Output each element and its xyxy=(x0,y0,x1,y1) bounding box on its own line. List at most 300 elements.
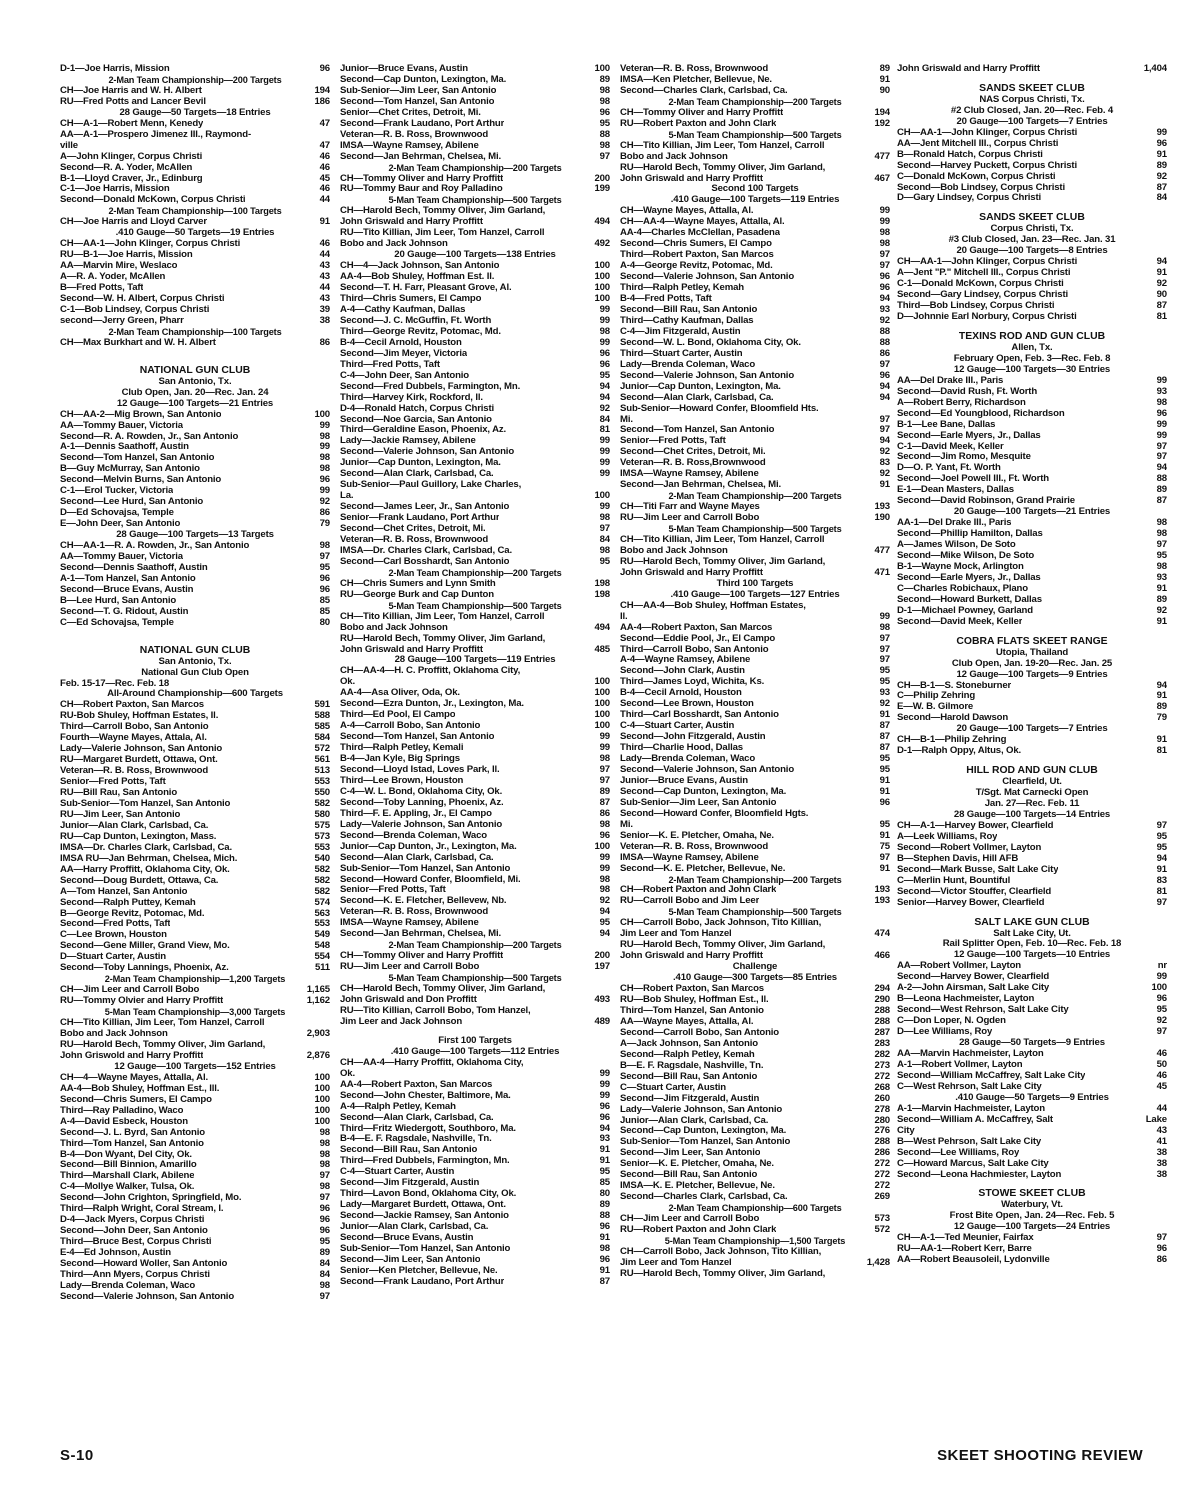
result-line xyxy=(897,409,1167,420)
event-heading: 12 Gauge—100 Targets—10 Entries xyxy=(953,950,1111,961)
result-text: E-4—Ed Johnson, Austin xyxy=(60,1248,171,1259)
result-text: John Griswald and Harry Proffitt xyxy=(620,951,763,962)
team-event-heading: 2-Man Team Championship—100 Targets xyxy=(108,326,282,337)
result-text: Second—Ezra Dunton, Jr., Lexington, Ma. xyxy=(340,699,524,710)
result-line xyxy=(60,64,330,75)
result-line xyxy=(620,250,890,261)
result-text: A-1—Robert Vollmer, Layton xyxy=(897,1059,1023,1070)
result-text: AA-1—Del Drake III., Paris xyxy=(897,518,1012,529)
result-text: Sub-Senior—Jim Leer, San Antonio xyxy=(340,85,497,96)
result-text: Third—Cathy Kaufman, Dallas xyxy=(620,315,754,326)
result-score: 549 xyxy=(314,930,330,941)
result-line xyxy=(897,1137,1167,1148)
result-line xyxy=(897,398,1167,409)
result-text: Second—Harold Dawson xyxy=(897,713,1009,724)
result-score: 100 xyxy=(594,491,610,502)
result-line xyxy=(60,1215,330,1226)
result-line xyxy=(340,228,610,239)
result-line xyxy=(897,193,1167,204)
result-line xyxy=(620,688,890,699)
result-text: Third—Robert Paxton, San Marcos xyxy=(620,250,774,261)
result-text: D-1—Joe Harris, Mission xyxy=(60,64,170,74)
result-line xyxy=(620,502,890,513)
result-line xyxy=(340,666,610,677)
result-score: 45 xyxy=(1156,1081,1167,1092)
result-score: 47 xyxy=(319,118,330,129)
result-line xyxy=(60,876,330,887)
result-score: 474 xyxy=(874,929,890,940)
result-text: Senior—Frank Laudano, Port Arthur xyxy=(340,513,500,524)
result-text: CH—AA-2—Mig Brown, San Antonio xyxy=(60,409,222,420)
result-text: Third—Carroll Bobo, San Antonio xyxy=(620,644,769,655)
result-line xyxy=(620,721,890,732)
result-score: 100 xyxy=(594,283,610,294)
result-line xyxy=(620,809,890,820)
result-score: 97 xyxy=(599,151,610,162)
result-score: 466 xyxy=(874,951,890,962)
result-line xyxy=(620,469,890,480)
result-score: 548 xyxy=(314,941,330,952)
result-score: 88 xyxy=(599,129,610,140)
result-line xyxy=(60,952,330,963)
event-heading: 20 Gauge—100 Targets—7 Entries xyxy=(956,116,1108,127)
result-score: Lake xyxy=(1145,1114,1167,1125)
result-line xyxy=(897,387,1167,398)
result-score: 94 xyxy=(1156,463,1167,474)
result-text: C—Ed Schovajsa, Temple xyxy=(60,617,174,628)
result-text: AA—Wayne Mayes, Attalla, Al. xyxy=(620,1016,754,1027)
result-line xyxy=(620,896,890,907)
result-text: C—Howard Marcus, Salt Lake City xyxy=(897,1158,1049,1169)
result-score xyxy=(886,1247,890,1258)
result-score xyxy=(886,940,890,951)
result-score: 98 xyxy=(599,326,610,337)
result-score: 89 xyxy=(599,786,610,797)
team-event-heading: 5-Man Team Championship—500 Targets xyxy=(668,524,842,535)
result-line xyxy=(60,541,330,552)
event-heading: Challenge xyxy=(732,962,778,973)
result-text: AA-4—Charles McClellan, Pasadena xyxy=(620,228,780,239)
result-line xyxy=(620,623,890,634)
result-score: 272 xyxy=(874,1170,890,1181)
result-text: Sub-Senior—Tom Hanzel, San Antonio xyxy=(340,1243,511,1254)
result-line xyxy=(897,1255,1167,1266)
result-line xyxy=(620,141,890,152)
result-score: 95 xyxy=(1156,551,1167,562)
result-text: A—John Klinger, Corpus Christi xyxy=(60,151,203,162)
result-score: 95 xyxy=(879,677,890,688)
result-text: Junior—Bruce Evans, Austin xyxy=(340,64,468,74)
result-score xyxy=(326,679,330,690)
result-line xyxy=(340,1145,610,1156)
result-text: Second—Fred Dubbels, Farmington, Mn. xyxy=(340,381,521,392)
result-text: AA-4—Robert Paxton, San Marcos xyxy=(340,1079,493,1090)
result-score: 93 xyxy=(599,1134,610,1145)
result-score: 96 xyxy=(1156,994,1167,1005)
result-text: Second—Mark Busse, Salt Lake City xyxy=(897,864,1059,875)
result-text: Junior—Cap Dunton, Lexington, Ma. xyxy=(340,458,501,469)
result-score xyxy=(326,1040,330,1051)
result-line xyxy=(60,930,330,941)
result-text: B—Fred Potts, Taft xyxy=(60,283,144,294)
result-line xyxy=(60,272,330,283)
result-line xyxy=(340,645,610,656)
result-line xyxy=(620,984,890,995)
result-line xyxy=(340,75,610,86)
result-text: Second—Valerie Johnson, San Antonio xyxy=(620,765,795,775)
result-text: CH—4—Wayne Mayes, Attalla, Al. xyxy=(60,1072,208,1083)
result-score: 96 xyxy=(319,64,330,74)
result-text: Second—Lloyd Istad, Loves Park, Il. xyxy=(340,765,500,775)
result-line xyxy=(340,754,610,765)
result-text: IMSA—Ken Pletcher, Bellevue, Ne. xyxy=(620,74,772,85)
result-text: Junior—Cap Dunton, Jr., Lexington, Ma. xyxy=(340,841,517,852)
result-score: 561 xyxy=(314,755,330,766)
result-line xyxy=(620,217,890,228)
result-line xyxy=(897,562,1167,573)
result-line xyxy=(620,1181,890,1192)
result-text: Second—Mike Wilson, De Soto xyxy=(897,551,1035,562)
result-line xyxy=(620,885,890,896)
result-text: CH—4—Jack Johnson, San Antonio xyxy=(340,261,500,272)
result-text: A—James Wilson, De Soto xyxy=(897,540,1016,551)
result-score: 95 xyxy=(599,918,610,929)
result-text: B—Lee Hurd, San Antonio xyxy=(60,595,177,606)
result-line xyxy=(340,283,610,294)
team-event-heading: 2-Man Team Championship—200 Targets xyxy=(388,162,562,173)
result-text: RU-Bob Shuley, Hoffman Estates, Il. xyxy=(60,711,219,722)
result-line xyxy=(60,1139,330,1150)
result-score xyxy=(886,601,890,612)
result-text: IMSA—Wayne Ramsey, Abilene xyxy=(340,918,479,929)
result-score: 96 xyxy=(319,1226,330,1237)
result-text: C—Lee Brown, Houston xyxy=(60,930,167,941)
result-text: AA—Marvin Mire, Weslaco xyxy=(60,261,178,272)
result-text: D—Johnnie Earl Norbury, Corpus Christi xyxy=(897,312,1077,323)
result-score: 98 xyxy=(599,85,610,96)
result-text: CH—Robert Paxton, San Marcos xyxy=(620,984,764,995)
result-line xyxy=(620,612,890,623)
result-text: Second—W. H. Albert, Corpus Christi xyxy=(60,294,225,305)
result-line xyxy=(340,1233,610,1244)
result-text: D-4—Jack Myers, Corpus Christi xyxy=(60,1215,205,1226)
result-text: Second—T. G. Ridout, Austin xyxy=(60,606,189,617)
result-score: 94 xyxy=(599,929,610,940)
result-text: C—Charles Robichaux, Plano xyxy=(897,583,1028,594)
result-text: Third—Tom Hanzel, San Antonio xyxy=(620,1005,764,1016)
result-score: 86 xyxy=(879,348,890,359)
result-score: 283 xyxy=(874,1038,890,1049)
result-text: John Griswald and Harry Proffitt xyxy=(340,644,483,655)
result-line xyxy=(340,436,610,447)
result-text: B-1—Wayne Mock, Arlington xyxy=(897,561,1024,572)
result-line xyxy=(340,776,610,787)
result-line xyxy=(340,184,610,195)
result-line xyxy=(897,442,1167,453)
result-text: Second—David Rush, Ft. Worth xyxy=(897,386,1038,397)
result-score: 99 xyxy=(319,420,330,431)
result-score: 93 xyxy=(1156,386,1167,397)
result-score: 95 xyxy=(319,1237,330,1248)
result-line xyxy=(620,371,890,382)
result-text: AA—Del Drake III., Paris xyxy=(897,375,1004,386)
result-text: John Griswald and Harry Proffitt xyxy=(620,173,763,184)
result-score: 84 xyxy=(319,1259,330,1270)
result-line xyxy=(620,152,890,163)
result-text: Second—Robert Vollmer, Layton xyxy=(897,842,1042,853)
event-heading: Salt Lake City, Ut. xyxy=(993,928,1071,939)
result-score: 98 xyxy=(319,453,330,464)
result-score: 2,903 xyxy=(306,1029,330,1040)
result-line xyxy=(60,865,330,876)
result-text: Veteran—R. B. Ross, Brownwood xyxy=(340,534,489,545)
result-text: AA-4—Asa Oliver, Oda, Ok. xyxy=(340,688,460,699)
result-score: 97 xyxy=(1156,441,1167,452)
result-line xyxy=(340,1211,610,1222)
result-text: CH—Harold Bech, Tommy Oliver, Jim Garland, xyxy=(340,206,546,217)
result-score: 85 xyxy=(319,595,330,606)
result-line xyxy=(897,1244,1167,1255)
result-line xyxy=(897,746,1167,757)
team-event-heading: 2-Man Team Championship—1,200 Targets xyxy=(104,974,286,985)
result-text: Second—Phillip Hamilton, Dallas xyxy=(897,529,1043,540)
team-event-heading: 2-Man Team Championship—200 Targets xyxy=(668,874,842,885)
result-score: 273 xyxy=(874,1060,890,1071)
result-score: 92 xyxy=(599,896,610,907)
result-line xyxy=(60,843,330,854)
result-score: 91 xyxy=(1156,149,1167,160)
result-score: 98 xyxy=(599,819,610,830)
result-line xyxy=(340,1178,610,1189)
result-score: 97 xyxy=(879,359,890,370)
result-text: A—Jack Johnson, San Antonio xyxy=(620,1038,758,1049)
magazine-title: SKEET SHOOTING REVIEW xyxy=(937,1447,1143,1464)
result-score: 276 xyxy=(874,1126,890,1137)
result-line xyxy=(620,239,890,250)
result-line xyxy=(897,854,1167,865)
result-line xyxy=(340,623,610,634)
result-line xyxy=(620,1050,890,1061)
result-text: CH—Robert Paxton, San Marcos xyxy=(60,700,204,711)
result-score xyxy=(886,918,890,929)
result-text: RU—B-1—Joe Harris, Mission xyxy=(60,250,193,261)
result-score xyxy=(886,809,890,820)
result-score: 96 xyxy=(599,107,610,118)
result-score: 186 xyxy=(314,96,330,107)
result-score: 100 xyxy=(314,409,330,420)
club-heading: COBRA FLATS SKEET RANGE xyxy=(956,635,1108,647)
result-line xyxy=(60,1095,330,1106)
result-score xyxy=(326,130,330,141)
result-line xyxy=(897,681,1167,692)
result-text: AA-4—Robert Paxton, San Marcos xyxy=(620,622,773,633)
result-text: Second—Harvey Puckett, Corpus Christi xyxy=(897,160,1077,171)
result-text: Second—Bruce Evans, Austin xyxy=(60,584,194,595)
result-line xyxy=(340,842,610,853)
result-text: Third—Fred Potts, Taft xyxy=(340,359,440,370)
event-heading: 28 Gauge—50 Targets—18 Entries xyxy=(119,107,271,118)
result-text: Second—Bob Lindsey, Corpus Christi xyxy=(897,182,1065,193)
result-text: CH—AA-4—Bob Shuley, Hoffman Estates, xyxy=(620,600,806,611)
result-text: Second—Tom Hanzel, San Antonio xyxy=(620,425,775,436)
result-text: B—E. F. Ragsdale, Nashville, Tn. xyxy=(620,1060,764,1071)
result-line xyxy=(340,141,610,152)
result-line xyxy=(620,1039,890,1050)
result-line xyxy=(897,540,1167,551)
result-line xyxy=(340,579,610,590)
result-score: 96 xyxy=(879,370,890,381)
result-score: 86 xyxy=(319,337,330,348)
result-text: Sub-Senior—Tom Hanzel, San Antonio xyxy=(620,1137,791,1148)
result-line xyxy=(60,618,330,629)
result-text: Senior—K. E. Pletcher, Omaha, Ne. xyxy=(620,830,774,841)
event-heading: Third 100 Targets xyxy=(716,578,794,589)
result-score: 98 xyxy=(879,228,890,239)
result-line xyxy=(620,294,890,305)
result-score: 94 xyxy=(599,1123,610,1134)
result-score: 575 xyxy=(314,820,330,831)
result-score: 100 xyxy=(594,272,610,283)
result-score xyxy=(606,666,610,677)
result-line xyxy=(60,464,330,475)
result-line xyxy=(60,432,330,443)
result-line xyxy=(620,655,890,666)
result-text: Second—Carl Bosshardt, San Antonio xyxy=(340,556,510,567)
result-line xyxy=(340,1080,610,1091)
result-text: Junior—Bruce Evans, Austin xyxy=(620,775,748,786)
result-score: 100 xyxy=(594,294,610,305)
result-text: Second—Ralph Petley, Kemah xyxy=(620,1049,755,1060)
result-text: Veteran—R. B. Ross,Brownwood xyxy=(620,458,766,469)
result-text: Senior—Fred Potts, Taft xyxy=(60,777,166,788)
result-line xyxy=(897,268,1167,279)
result-score: 46 xyxy=(319,162,330,173)
result-text: Junior—Alan Clark, Carlsbad, Ca. xyxy=(60,820,209,831)
result-line xyxy=(897,1027,1167,1038)
result-score: 197 xyxy=(594,962,610,973)
result-line xyxy=(897,843,1167,854)
result-text: Second—Melvin Burns, San Antonio xyxy=(60,475,222,486)
result-score: 98 xyxy=(879,622,890,633)
result-text: IMSA RU—Jan Behrman, Chelsea, Mich. xyxy=(60,853,238,864)
result-text: Third—Bob Lindsey, Corpus Christi xyxy=(897,301,1055,312)
result-line xyxy=(897,887,1167,898)
team-event-heading: 5-Man Team Championship—500 Targets xyxy=(388,195,562,206)
result-text: Sub-Senior—Howard Confer, Bloomfield Hts. xyxy=(620,403,819,414)
result-score: 92 xyxy=(879,315,890,326)
result-score: 91 xyxy=(599,1265,610,1276)
result-score: 96 xyxy=(599,1112,610,1123)
result-line xyxy=(620,820,890,831)
result-score: 98 xyxy=(1156,397,1167,408)
result-text: Senior—Chet Crites, Detroit, Mi. xyxy=(340,107,481,118)
result-text: Second—Dennis Saathoff, Austin xyxy=(60,562,208,573)
result-line xyxy=(620,601,890,612)
result-score: 588 xyxy=(314,711,330,722)
result-line xyxy=(60,607,330,618)
result-line xyxy=(60,421,330,432)
result-line xyxy=(897,518,1167,529)
result-score: 84 xyxy=(1156,193,1167,204)
result-line xyxy=(897,452,1167,463)
result-score: 553 xyxy=(314,777,330,788)
result-text: RU—Tito Killian, Carroll Bobo, Tom Hanzel, xyxy=(340,1005,531,1016)
result-score: 282 xyxy=(874,1049,890,1060)
result-text: Bobo and Jack Johnson xyxy=(620,151,728,162)
result-text: AA-4—Bob Shuley, Hoffman Est., Ill. xyxy=(60,1083,220,1094)
result-score: 98 xyxy=(1156,561,1167,572)
result-text: RU—Robert Paxton and John Clark xyxy=(620,118,777,129)
result-text: B-4—Don Wyant, Del City, Ok. xyxy=(60,1149,192,1160)
result-text: Third—Tom Hanzel, San Antonio xyxy=(60,1138,204,1149)
result-score: 95 xyxy=(879,754,890,765)
result-score: 92 xyxy=(879,447,890,458)
result-text: Second—Alan Clark, Carlsbad, Ca. xyxy=(620,392,774,403)
result-text: Sub-Senior—Tom Hanzel, San Antonio xyxy=(60,799,231,809)
result-score xyxy=(606,634,610,645)
result-score: 46 xyxy=(1156,1070,1167,1081)
result-text: John Griswald and Don Proffitt xyxy=(340,995,477,1006)
result-text: CH—Tommy Oliver and Harry Proffitt xyxy=(340,173,504,184)
result-text: Second—K. E. Fletcher, Bellevew, Nb. xyxy=(340,896,507,907)
result-score: 98 xyxy=(1156,529,1167,540)
result-text: Senior—Fred Potts, Taft xyxy=(620,436,726,447)
result-line xyxy=(340,371,610,382)
event-heading: Waterbury, Vt. xyxy=(1001,1200,1063,1211)
result-line xyxy=(340,1277,610,1288)
event-heading: #2 Club Closed, Jan. 20—Rec. Feb. 4 xyxy=(950,105,1114,116)
result-score: 97 xyxy=(879,250,890,261)
result-score: 96 xyxy=(599,1222,610,1233)
result-line xyxy=(620,864,890,875)
result-text: Third—Ralph Wright, Coral Stream, I. xyxy=(60,1204,224,1215)
result-score: 95 xyxy=(879,765,890,775)
result-line xyxy=(340,677,610,688)
result-score: 2,876 xyxy=(306,1050,330,1061)
result-score: 194 xyxy=(874,107,890,118)
result-line xyxy=(620,995,890,1006)
result-text: AA—Robert Beausoleil, Lydonville xyxy=(897,1255,1050,1266)
result-score: 90 xyxy=(1156,290,1167,301)
event-heading: #3 Club Closed, Jan. 23—Rec. Jan. 31 xyxy=(948,235,1116,246)
result-score: 98 xyxy=(599,140,610,151)
result-score xyxy=(606,612,610,623)
result-text: Second—Eddie Pool, Jr., El Campo xyxy=(620,633,776,644)
result-score: 477 xyxy=(874,151,890,162)
result-text: CH—A-1—Robert Menn, Kenedy xyxy=(60,118,204,129)
result-line xyxy=(60,1150,330,1161)
event-heading: All-Around Championship—600 Targets xyxy=(107,689,283,700)
result-line xyxy=(620,513,890,524)
result-text: Third—Chris Sumers, El Campo xyxy=(340,294,482,305)
result-line xyxy=(620,568,890,579)
result-text: Second—Chet Crites, Detroit, Mi. xyxy=(340,524,486,535)
result-text: B-4—Jan Kyle, Big Springs xyxy=(340,754,460,765)
result-score: 286 xyxy=(874,1148,890,1159)
result-text: B-4—Cecil Arnold, Houston xyxy=(620,688,742,699)
result-text: Second—Bruce Evans, Austin xyxy=(340,1233,474,1244)
column-1 xyxy=(60,64,330,1303)
result-score: 79 xyxy=(319,519,330,530)
result-line xyxy=(340,634,610,645)
result-line xyxy=(620,75,890,86)
result-text: Second—Tom Hanzel, San Antonio xyxy=(340,732,495,743)
result-score: 98 xyxy=(319,431,330,442)
result-score: 89 xyxy=(599,1200,610,1211)
result-score: 86 xyxy=(1156,1255,1167,1266)
result-line xyxy=(620,1148,890,1159)
result-score: 511 xyxy=(314,963,330,974)
